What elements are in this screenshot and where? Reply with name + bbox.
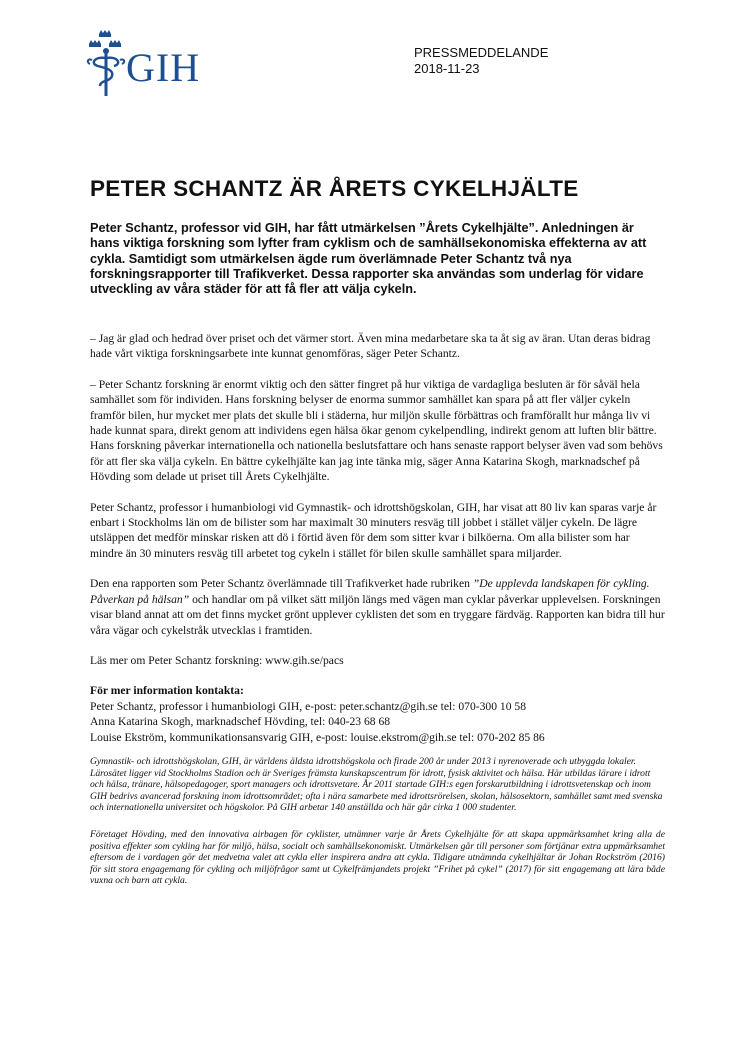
paragraph-report [90, 576, 665, 638]
paragraph-quote-skogh: – Peter Schantz forskning är enormt viktig och den sätter fingret på hur viktiga de vardagliga besluten är för såväl hela samhället som för individen. Hans forskning belyser de enorma summor samhället kan spara på att fler väljer cykeln framför bilen, hur mycket mer plats det skulle bli i städerna, hur miljön skulle förbättras och framförallt hur många liv vi hade kunnat spara, direkt genom att individens egen hälsa ökar genom cykelpendling, indirekt genom att luften blir bättre. Hans forskning påverkar internationella och nationella beslutsfattare och hans senaste rapport belyser även vad som behövs för att fler ska välja cykeln. En bättre cykelhjälte kan jag inte tänka mig, säger Anna Katarina Skogh, marknadschef på Hövding som delade ut priset till Årets Cykelhjälte. [90, 377, 663, 484]
contact-line: Louise Ekström, kommunikationsansvarig GIH, e-post: louise.ekstrom@gih.se tel: 070-202 85 86 [90, 730, 545, 744]
document-date: 2018-11-23 [414, 61, 480, 76]
paragraph-read-more: Läs mer om Peter Schantz forskning: www.gih.se/pacs [90, 653, 344, 667]
footer-about-gih: Gymnastik- och idrottshögskolan, GIH, är världens äldsta idrottshögskola och firade 200 år under 2013 i nyrenoverade och utbyggda lokaler. Lärosätet ligger vid Stockholms Stadion och är Sveriges främsta kunskapscentrum för idrott, fysisk aktivitet och hälsa. Här utbildas lärare i idrott och hälsa, tränare, hälsopedagoger, sport managers och idrottsvetare. År 2011 startade GIH:s egen forskarutbildning i idrottsvetenskap och inom GIH bedrivs avancerad forskning inom idrottsområdet; ofta i nära samarbete med idrottsrörelsen, skolan, hälsosektorn, samhället samt med svenska och internationella universitet och högskolor. På GIH arbetar 140 anställda och här går cirka 1 000 studenter. [90, 755, 663, 814]
footer-about-hovding: Företaget Hövding, med den innovativa airbagen för cyklister, utnämner varje år Årets Cykelhjälte för att skapa uppmärksamhet kring alla de positiva effekter som cykling har för miljö, hälsa, socialt och samhällsekonomiskt. Utmärkelsen går till personer som förtjänar extra uppmärksamhet eftersom de i vardagen gör det medvetna valet att cykla eller inspirera andra att cykla. Tidigare utnämnda cykelhjältar är Johan Rockström (2016) för sitt stora engagemang för cykling och miljöfrågor samt ut Cykelfrämjandets projekt ”Frihet på cykel” (2017) för sitt engagemang att lära både vuxna och barn att cykla. [90, 828, 665, 887]
gih-logo [86, 28, 246, 100]
contact-line: Anna Katarina Skogh, marknadschef Hövding, tel: 040-23 68 68 [90, 715, 391, 729]
report-intro: Den ena rapporten som Peter Schantz överlämnade till Trafikverket hade rubriken [90, 577, 473, 591]
report-description: och handlar om på vilket sätt miljön längs med vägen man cyklar påverkar upplevelsen. Forskningen visar bland annat att om det finns mycket grönt upplever cyklisten det som en tryggare färdväg. Rapporten kan bidra till hur våra vägar och cykelstråk utvecklas i framtiden. [90, 592, 665, 637]
report-title: ”De upplevda landskapen för cykling. Påverkan på hälsan” [90, 577, 650, 606]
gih-emblem-icon [86, 28, 126, 100]
paragraph-research: Peter Schantz, professor i humanbiologi vid Gymnastik- och idrottshögskolan, GIH, har visat att 80 liv kan sparas varje år enbart i Stockholms län om de bilister som har maximalt 30 minuters resväg till jobbet i stället väljer cykeln. De lägre utsläppen det medför minskar risken att dö i förtid även för dem som sitter kvar i bilköerna. Om alla bilister som har mindre än 30 minuters resväg till arbetet tog cykeln i stället för bilen skulle samhället spara miljarder. [90, 500, 657, 560]
paragraph-quote-schantz: – Jag är glad och hedrad över priset och det värmer stort. Även mina medarbetare ska ta åt sig av äran. Utan deras bidrag hade vårt viktiga forskningsarbete inte kunnat genomföras, säger Peter Schantz. [90, 332, 651, 361]
press-header [414, 45, 548, 77]
contact-line: Peter Schantz, professor i humanbiologi GIH, e-post: peter.schantz@gih.se tel: 070-300 10 58 [90, 699, 527, 713]
lead-paragraph: Peter Schantz, professor vid GIH, har fått utmärkelsen ”Årets Cykelhjälte”. Anledningen är hans viktiga forskning som lyfter fram cyklism och de samhällsekonomiska effekterna av att cykla. Samtidigt som utmärkelsen ägde rum överlämnade Peter Schantz två nya forskningsrapporter till Trafikverket. Dessa rapporter ska användas som underlag för vidare utveckling av våra städer för att få fler att välja cykeln. [90, 221, 647, 297]
body-text [90, 331, 665, 902]
logo-text: GIH [126, 45, 201, 90]
contact-block [90, 683, 665, 745]
contact-heading: För mer information kontakta: [90, 684, 244, 698]
page-title: PETER SCHANTZ ÄR ÅRETS CYKELHJÄLTE [90, 176, 579, 201]
document-type: PRESSMEDDELANDE [414, 45, 549, 60]
